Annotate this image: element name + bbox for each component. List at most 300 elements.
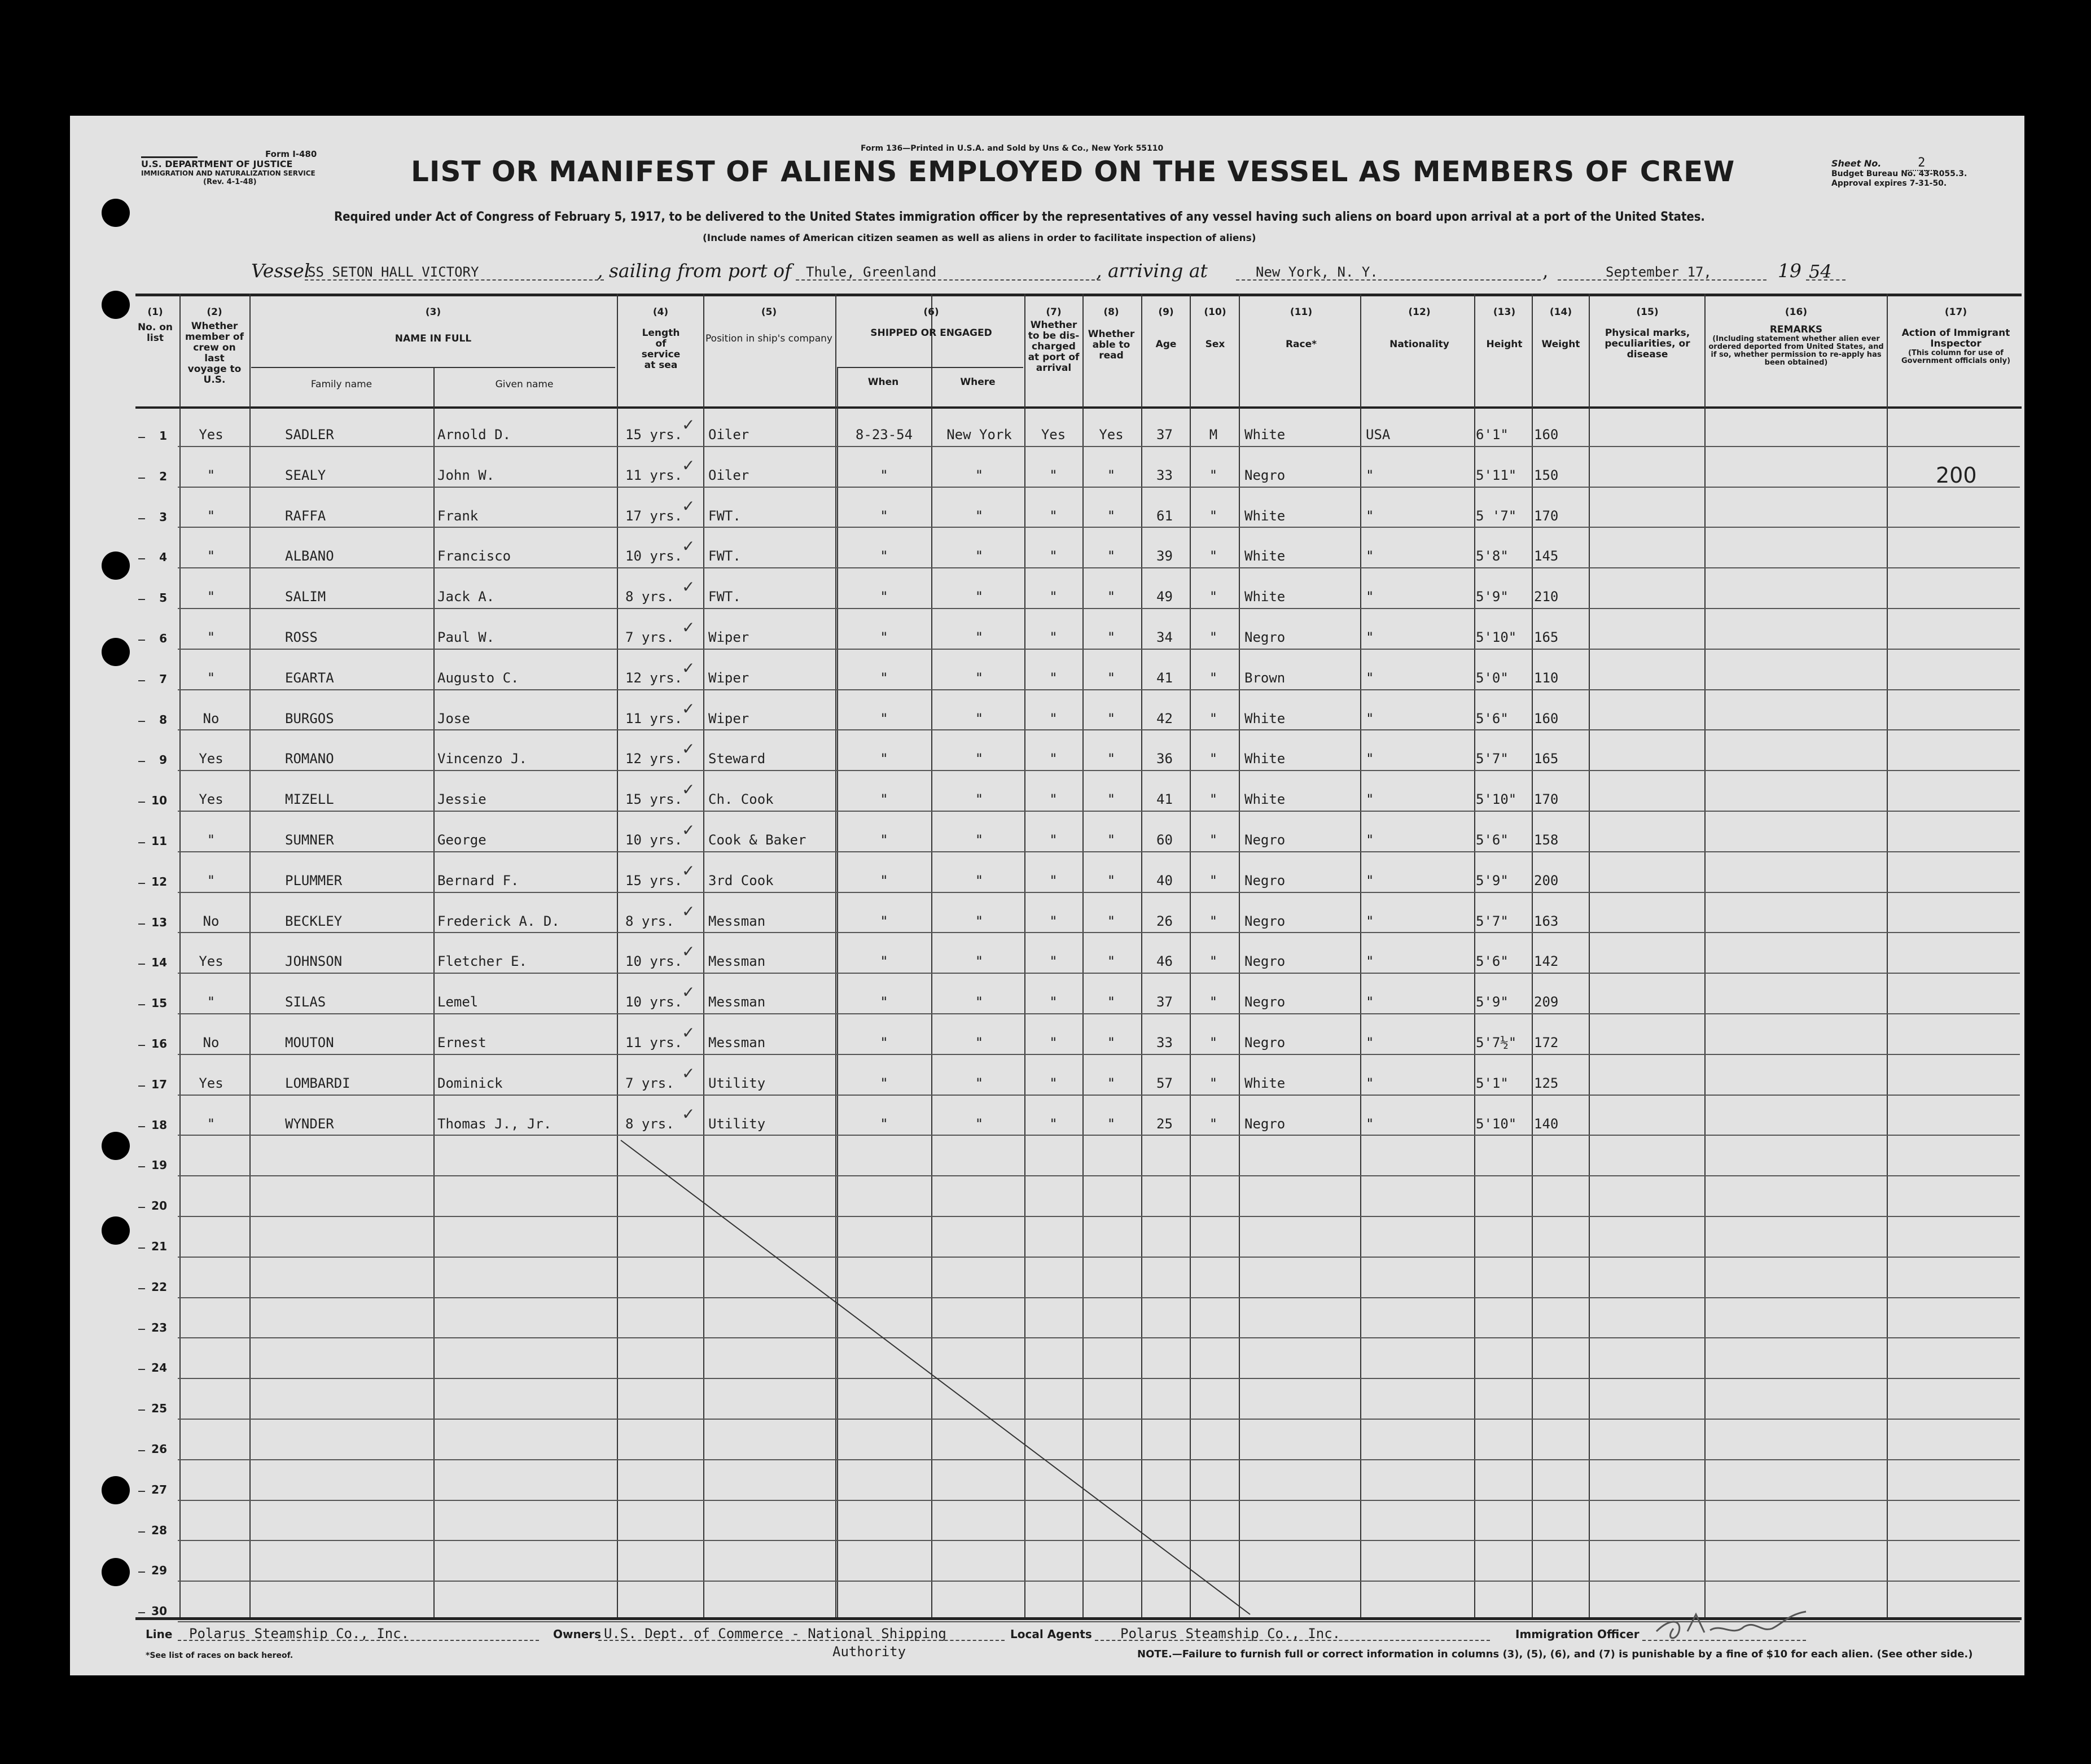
shipped-where: "	[975, 629, 984, 645]
nationality: "	[1366, 1115, 1374, 1132]
check-mark: ✓	[682, 942, 695, 961]
shipped-when: "	[880, 710, 888, 726]
to-be-discharged: "	[1049, 994, 1058, 1010]
check-mark: ✓	[682, 901, 695, 921]
sex: "	[1209, 1035, 1218, 1050]
printer-line: Form 136—Printed in U.S.A. and Sold by Uns & Co., New York 55110	[861, 144, 1164, 153]
length-of-service: 17 yrs.	[625, 507, 683, 524]
shipped-when: "	[880, 589, 888, 605]
row-number: 3	[159, 510, 167, 524]
length-of-service: 10 yrs.	[625, 832, 683, 848]
given-name: Fletcher E.	[437, 953, 527, 970]
height: 5'8"	[1476, 548, 1509, 564]
family-name: EGARTA	[285, 669, 334, 686]
able-to-read: "	[1107, 1115, 1116, 1132]
position: Cook & Baker	[708, 832, 806, 848]
crew-last-voyage: "	[207, 872, 216, 888]
position: FWT.	[708, 589, 741, 605]
shipped-where: "	[975, 1035, 984, 1050]
able-to-read: "	[1107, 994, 1116, 1010]
arrival-port: New York, N. Y.	[1256, 264, 1378, 280]
weight: 158	[1534, 832, 1559, 848]
age: 39	[1156, 548, 1173, 564]
given-name: Arnold D.	[437, 427, 511, 443]
nationality: "	[1366, 751, 1374, 767]
position: Oiler	[708, 467, 749, 483]
race: Negro	[1244, 913, 1286, 929]
crew-last-voyage: Yes	[199, 1075, 223, 1091]
inspector-action: 200	[1936, 462, 1977, 488]
position: Utility	[708, 1115, 766, 1132]
column-header-17: (17) Action of Immigrant Inspector (This column for use of Government officials only)	[1901, 307, 2011, 365]
row-number: 6	[159, 632, 167, 645]
age: 36	[1156, 751, 1173, 767]
shipped-when: "	[880, 791, 888, 808]
weight: 142	[1534, 953, 1559, 970]
shipped-when: 8-23-54	[855, 427, 913, 443]
penalty-note: NOTE.—Failure to furnish full or correct information in columns (3), (5), (6), and (7) is punishable by a fine of $10 for each alien. (See other side.)	[1137, 1648, 1973, 1660]
age: 60	[1156, 832, 1173, 848]
form-number: Form I-480	[265, 149, 317, 159]
age: 34	[1156, 629, 1173, 645]
check-mark: ✓	[682, 577, 695, 597]
position: Steward	[708, 751, 766, 767]
length-of-service: 10 yrs.	[625, 548, 683, 564]
length-of-service: 15 yrs.	[625, 791, 683, 808]
row-number: 23	[151, 1320, 167, 1334]
shipped-where: "	[975, 832, 984, 848]
age: 25	[1156, 1115, 1173, 1132]
to-be-discharged: "	[1049, 832, 1058, 848]
row-number: 27	[151, 1482, 167, 1496]
where-header: Where	[960, 377, 996, 388]
sex: "	[1209, 913, 1218, 929]
departure-port: Thule, Greenland	[806, 264, 937, 280]
given-name: John W.	[437, 467, 495, 483]
height: 5'7"	[1476, 913, 1509, 929]
to-be-discharged: "	[1049, 548, 1058, 564]
height: 5'10"	[1476, 791, 1517, 808]
race: Negro	[1244, 994, 1286, 1010]
weight: 163	[1534, 913, 1559, 929]
nationality: "	[1366, 629, 1374, 645]
sex: "	[1209, 1115, 1218, 1132]
able-to-read: "	[1107, 1035, 1116, 1050]
crew-last-voyage: Yes	[199, 791, 223, 808]
age: 33	[1156, 1035, 1173, 1050]
race: White	[1244, 751, 1286, 767]
agents-label: Local Agents	[1010, 1627, 1092, 1641]
to-be-discharged: "	[1049, 629, 1058, 645]
nationality: "	[1366, 589, 1374, 605]
shipped-where: "	[975, 751, 984, 767]
check-mark: ✓	[682, 983, 695, 1002]
shipped-when: "	[880, 994, 888, 1010]
row-number: 22	[151, 1280, 167, 1294]
able-to-read: "	[1107, 751, 1116, 767]
crew-last-voyage: No	[203, 913, 220, 929]
column-header-1: (1) No. on list	[137, 307, 173, 344]
when-header: When	[867, 377, 899, 388]
shipped-where: "	[975, 1075, 984, 1091]
shipped-when: "	[880, 629, 888, 645]
shipped-when: "	[880, 1035, 888, 1050]
sex: "	[1209, 994, 1218, 1010]
age: 61	[1156, 507, 1173, 524]
row-number: 4	[159, 550, 167, 564]
owners-value: U.S. Dept. of Commerce - National Shipping	[604, 1626, 946, 1642]
race: Negro	[1244, 1035, 1286, 1050]
able-to-read: "	[1107, 832, 1116, 848]
sheet-label: Sheet No.	[1831, 158, 1882, 169]
shipped-where: "	[975, 994, 984, 1010]
sex: "	[1209, 548, 1218, 564]
nationality: "	[1366, 710, 1374, 726]
age: 41	[1156, 669, 1173, 686]
race: Negro	[1244, 1115, 1286, 1132]
row-number: 10	[151, 794, 167, 808]
race: White	[1244, 710, 1286, 726]
row-number: 29	[151, 1564, 167, 1578]
given-name: Lemel	[437, 994, 479, 1010]
arriving-label: , arriving at	[1096, 260, 1208, 282]
column-header-13: (13) Height	[1486, 307, 1523, 350]
to-be-discharged: "	[1049, 1075, 1058, 1091]
shipped-when: "	[880, 1075, 888, 1091]
length-of-service: 10 yrs.	[625, 994, 683, 1010]
able-to-read: "	[1107, 913, 1116, 929]
sex: "	[1209, 629, 1218, 645]
height: 5'6"	[1476, 832, 1509, 848]
nationality: "	[1366, 953, 1374, 970]
budget-bureau-number: Budget Bureau No. 43-R055.3.	[1831, 169, 1967, 178]
row-number: 11	[151, 834, 167, 848]
weight: 210	[1534, 589, 1559, 605]
shipped-where: New York	[946, 427, 1012, 443]
family-name: BECKLEY	[285, 913, 343, 929]
crew-last-voyage: No	[203, 710, 220, 726]
family-name: MOUTON	[285, 1035, 334, 1050]
crew-last-voyage: Yes	[199, 751, 223, 767]
to-be-discharged: "	[1049, 669, 1058, 686]
length-of-service: 7 yrs.	[625, 1075, 674, 1091]
length-of-service: 10 yrs.	[625, 953, 683, 970]
shipped-when: "	[880, 507, 888, 524]
sex: M	[1209, 427, 1218, 443]
shipped-where: "	[975, 1115, 984, 1132]
row-number: 13	[151, 915, 167, 929]
column-header-4: (4) Length of service at sea	[641, 307, 681, 371]
check-mark: ✓	[682, 780, 695, 799]
officer-signature	[1648, 1597, 1817, 1645]
row-number: 2	[159, 469, 167, 483]
age: 46	[1156, 953, 1173, 970]
column-header-14: (14) Weight	[1541, 307, 1580, 350]
length-of-service: 15 yrs.	[625, 872, 683, 888]
to-be-discharged: "	[1049, 953, 1058, 970]
able-to-read: "	[1107, 953, 1116, 970]
given-name: Francisco	[437, 548, 511, 564]
race: Negro	[1244, 467, 1286, 483]
nationality: "	[1366, 1035, 1374, 1050]
able-to-read: Yes	[1099, 427, 1124, 443]
family-name-header: Family name	[310, 379, 372, 390]
position: FWT.	[708, 507, 741, 524]
height: 5'6"	[1476, 953, 1509, 970]
check-mark: ✓	[682, 415, 695, 434]
sex: "	[1209, 467, 1218, 483]
race: Negro	[1244, 953, 1286, 970]
to-be-discharged: "	[1049, 913, 1058, 929]
race: Negro	[1244, 832, 1286, 848]
check-mark: ✓	[682, 821, 695, 839]
age: 42	[1156, 710, 1173, 726]
sex: "	[1209, 832, 1218, 848]
age: 57	[1156, 1075, 1173, 1091]
nationality: "	[1366, 507, 1374, 524]
to-be-discharged: "	[1049, 872, 1058, 888]
shipped-where: "	[975, 913, 984, 929]
nationality: "	[1366, 548, 1374, 564]
weight: 165	[1534, 629, 1559, 645]
races-footnote: *See list of races on back hereof.	[146, 1651, 293, 1660]
check-mark: ✓	[682, 1023, 695, 1042]
column-header-12: (12) Nationality	[1389, 307, 1449, 350]
nationality: USA	[1366, 427, 1391, 443]
document-title: LIST OR MANIFEST OF ALIENS EMPLOYED ON THE VESSEL AS MEMBERS OF CREW	[411, 155, 1735, 188]
family-name: SILAS	[285, 994, 326, 1010]
sex: "	[1209, 507, 1218, 524]
column-header-6: (6) SHIPPED OR ENGAGED	[870, 307, 992, 339]
check-mark: ✓	[682, 537, 695, 556]
race: White	[1244, 1075, 1286, 1091]
height: 5'9"	[1476, 872, 1509, 888]
weight: 209	[1534, 994, 1559, 1010]
weight: 125	[1534, 1075, 1559, 1091]
height: 5'11"	[1476, 467, 1517, 483]
family-name: SUMNER	[285, 832, 334, 848]
given-name: Bernard F.	[437, 872, 519, 888]
check-mark: ✓	[682, 1104, 695, 1123]
arrival-date: September 17,	[1606, 264, 1712, 280]
weight: 160	[1534, 710, 1559, 726]
column-header-5: (5) Position in ship's company	[705, 307, 832, 344]
length-of-service: 7 yrs.	[625, 629, 674, 645]
to-be-discharged: "	[1049, 507, 1058, 524]
able-to-read: "	[1107, 548, 1116, 564]
revision-date: (Rev. 4-1-48)	[203, 178, 257, 186]
given-name: Jose	[437, 710, 470, 726]
row-number: 19	[151, 1158, 167, 1172]
nationality: "	[1366, 832, 1374, 848]
family-name: LOMBARDI	[285, 1075, 350, 1091]
position: Messman	[708, 953, 766, 970]
position: Wiper	[708, 710, 749, 726]
race: Negro	[1244, 872, 1286, 888]
row-number: 26	[151, 1442, 167, 1456]
height: 5'7½"	[1476, 1035, 1517, 1050]
shipped-when: "	[880, 1115, 888, 1132]
shipped-when: "	[880, 751, 888, 767]
sex: "	[1209, 589, 1218, 605]
column-header-7: (7) Whether to be dis-charged at port of arrival	[1028, 307, 1080, 374]
given-name: George	[437, 832, 486, 848]
crew-last-voyage: "	[207, 1115, 216, 1132]
race: White	[1244, 548, 1286, 564]
to-be-discharged: "	[1049, 467, 1058, 483]
able-to-read: "	[1107, 791, 1116, 808]
shipped-where: "	[975, 548, 984, 564]
given-name: Dominick	[437, 1075, 503, 1091]
weight: 145	[1534, 548, 1559, 564]
row-number: 14	[151, 956, 167, 970]
row-number: 9	[159, 753, 167, 767]
position: Utility	[708, 1075, 766, 1091]
length-of-service: 15 yrs.	[625, 427, 683, 443]
race: Negro	[1244, 629, 1286, 645]
shipped-when: "	[880, 872, 888, 888]
family-name: PLUMMER	[285, 872, 343, 888]
check-mark: ✓	[682, 658, 695, 677]
height: 5'10"	[1476, 629, 1517, 645]
crew-last-voyage: "	[207, 507, 216, 524]
check-mark: ✓	[682, 699, 695, 718]
weight: 170	[1534, 507, 1559, 524]
race: White	[1244, 507, 1286, 524]
column-header-8: (8) Whether able to read	[1088, 307, 1135, 361]
check-mark: ✓	[682, 456, 695, 475]
approval-expiry: Approval expires 7-31-50.	[1831, 179, 1947, 188]
to-be-discharged: "	[1049, 589, 1058, 605]
row-number: 7	[159, 672, 167, 686]
able-to-read: "	[1107, 467, 1116, 483]
given-name: Frank	[437, 507, 479, 524]
position: Messman	[708, 1035, 766, 1050]
shipped-where: "	[975, 710, 984, 726]
length-of-service: 11 yrs.	[625, 467, 683, 483]
family-name: SADLER	[285, 427, 334, 443]
able-to-read: "	[1107, 872, 1116, 888]
position: Wiper	[708, 669, 749, 686]
age: 37	[1156, 994, 1173, 1010]
check-mark: ✓	[682, 496, 695, 515]
shipped-when: "	[880, 953, 888, 970]
weight: 200	[1534, 872, 1559, 888]
to-be-discharged: "	[1049, 710, 1058, 726]
row-number: 1	[159, 429, 167, 443]
shipped-where: "	[975, 872, 984, 888]
sex: "	[1209, 791, 1218, 808]
to-be-discharged: "	[1049, 751, 1058, 767]
steamship-line: Polarus Steamship Co., Inc.	[189, 1626, 410, 1642]
given-name: Jessie	[437, 791, 486, 808]
crew-last-voyage: "	[207, 832, 216, 848]
able-to-read: "	[1107, 669, 1116, 686]
sheet-number: 2	[1906, 156, 1936, 171]
line-label: Line	[146, 1627, 173, 1641]
nationality: "	[1366, 994, 1374, 1010]
row-number: 17	[151, 1077, 167, 1091]
age: 37	[1156, 427, 1173, 443]
weight: 150	[1534, 467, 1559, 483]
sailing-label: , sailing from port of	[597, 260, 792, 282]
family-name: JOHNSON	[285, 953, 343, 970]
position: Messman	[708, 994, 766, 1010]
shipped-when: "	[880, 913, 888, 929]
family-name: WYNDER	[285, 1115, 334, 1132]
row-number: 25	[151, 1402, 167, 1416]
given-name: Thomas J., Jr.	[437, 1115, 552, 1132]
height: 5'1"	[1476, 1075, 1509, 1091]
immigration-officer-label: Immigration Officer	[1515, 1627, 1640, 1641]
nationality: "	[1366, 872, 1374, 888]
position: 3rd Cook	[708, 872, 774, 888]
row-number: 28	[151, 1523, 167, 1537]
height: 5'0"	[1476, 669, 1509, 686]
check-mark: ✓	[682, 739, 695, 759]
height: 5'7"	[1476, 751, 1509, 767]
to-be-discharged: Yes	[1041, 427, 1066, 443]
able-to-read: "	[1107, 629, 1116, 645]
given-name: Augusto C.	[437, 669, 519, 686]
sex: "	[1209, 872, 1218, 888]
able-to-read: "	[1107, 1075, 1116, 1091]
nationality: "	[1366, 791, 1374, 808]
owners-value-continued: Authority	[832, 1644, 906, 1660]
check-mark: ✓	[682, 618, 695, 637]
crew-last-voyage: "	[207, 467, 216, 483]
length-of-service: 11 yrs.	[625, 1035, 683, 1050]
able-to-read: "	[1107, 710, 1116, 726]
weight: 170	[1534, 791, 1559, 808]
crew-last-voyage: "	[207, 589, 216, 605]
sex: "	[1209, 669, 1218, 686]
voyage-comma: ,	[1542, 260, 1549, 282]
age: 49	[1156, 589, 1173, 605]
height: 5'9"	[1476, 994, 1509, 1010]
row-number: 18	[151, 1118, 167, 1132]
shipped-where: "	[975, 507, 984, 524]
able-to-read: "	[1107, 589, 1116, 605]
shipped-when: "	[880, 669, 888, 686]
crew-last-voyage: "	[207, 994, 216, 1010]
row-number: 8	[159, 712, 167, 726]
shipped-where: "	[975, 791, 984, 808]
crew-last-voyage: No	[203, 1035, 220, 1050]
owners-label: Owners	[553, 1627, 602, 1641]
weight: 172	[1534, 1035, 1559, 1050]
shipped-when: "	[880, 832, 888, 848]
given-name: Frederick A. D.	[437, 913, 560, 929]
race: Brown	[1244, 669, 1286, 686]
vessel-name: SS SETON HALL VICTORY	[308, 264, 479, 280]
nationality: "	[1366, 467, 1374, 483]
given-name: Vincenzo J.	[437, 751, 527, 767]
given-name: Paul W.	[437, 629, 495, 645]
sex: "	[1209, 710, 1218, 726]
row-number: 16	[151, 1037, 167, 1050]
given-name-header: Given name	[495, 379, 554, 390]
crew-last-voyage: "	[207, 548, 216, 564]
shipped-when: "	[880, 548, 888, 564]
crew-last-voyage: "	[207, 629, 216, 645]
column-header-10: (10) Sex	[1204, 307, 1226, 350]
length-of-service: 8 yrs.	[625, 913, 674, 929]
crew-last-voyage: Yes	[199, 953, 223, 970]
weight: 160	[1534, 427, 1559, 443]
nationality: "	[1366, 913, 1374, 929]
age: 33	[1156, 467, 1173, 483]
